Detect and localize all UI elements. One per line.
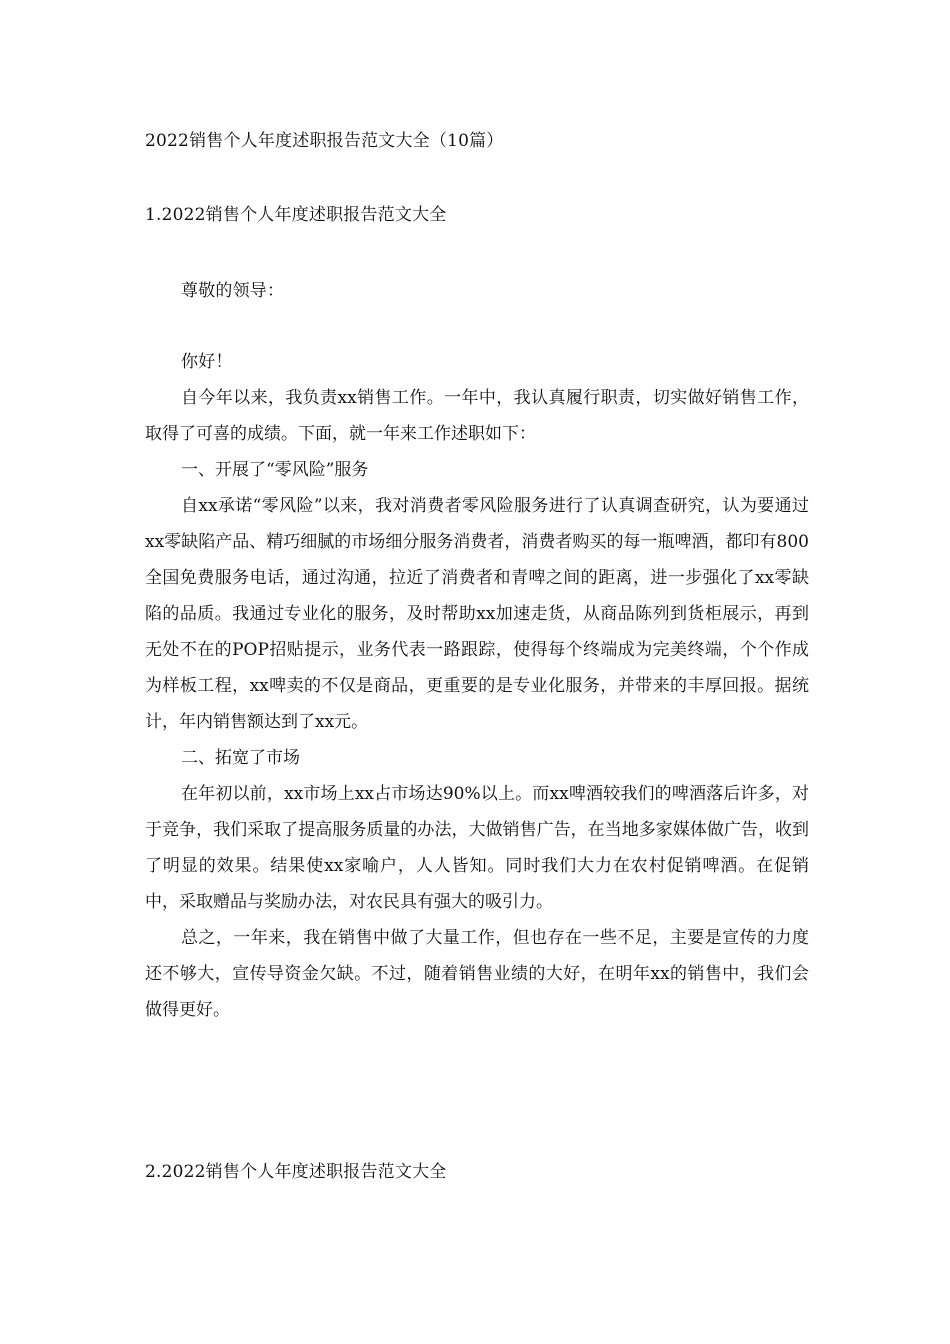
section-heading: 2.2022销售个人年度述职报告范文大全 (145, 1162, 447, 1182)
salutation-text: 尊敬的领导： (181, 281, 285, 301)
body-paragraph: 自今年以来，我负责xx销售工作。一年中，我认真履行职责，切实做好销售工作，取得了可喜的成绩。下面，就一年来工作述职如下： (145, 388, 809, 444)
report-body (145, 380, 809, 1028)
subsection-heading: 二、拓宽了市场 (181, 748, 300, 768)
body-paragraph: 总之，一年来，我在销售中做了大量工作，但也存在一些不足，主要是宣传的力度还不够大，宣传导资金欠缺。不过，随着销售业绩的大好，在明年xx的销售中，我们会做得更好。 (145, 928, 809, 1020)
body-paragraph: 自xx承诺“零风险”以来，我对消费者零风险服务进行了认真调查研究，认为要通过xx零缺陷产品、精巧细腻的市场细分服务消费者，消费者购买的每一瓶啤酒，都印有800全国免费服务电话，通过沟通，拉近了消费者和青啤之间的距离，进一步强化了xx零缺陷的品质。我通过专业化的服务，及时帮助xx加速走货，从商品陈列到货柜展示，再到无处不在的POP招贴提示，业务代表一路跟踪，使得每个终端成为完美终端，个个作成为样板工程，xx啤卖的不仅是商品，更重要的是专业化服务，并带来的丰厚回报。据统计，年内销售额达到了xx元。 (145, 496, 809, 732)
section-heading: 1.2022销售个人年度述职报告范文大全 (145, 205, 447, 225)
document-title: 2022销售个人年度述职报告范文大全（10篇） (145, 131, 504, 151)
body-paragraph: 在年初以前，xx市场上xx占市场达90%以上。而xx啤酒较我们的啤酒落后许多，对于竞争，我们采取了提高服务质量的办法，大做销售广告，在当地多家媒体做广告，收到了明显的效果。结果使xx家喻户，人人皆知。同时我们大力在农村促销啤酒。在促销中，采取赠品与奖励办法，对农民具有强大的吸引力。 (145, 784, 809, 912)
greeting-text: 你好！ (181, 352, 233, 372)
subsection-heading: 一、开展了“零风险”服务 (181, 460, 369, 480)
